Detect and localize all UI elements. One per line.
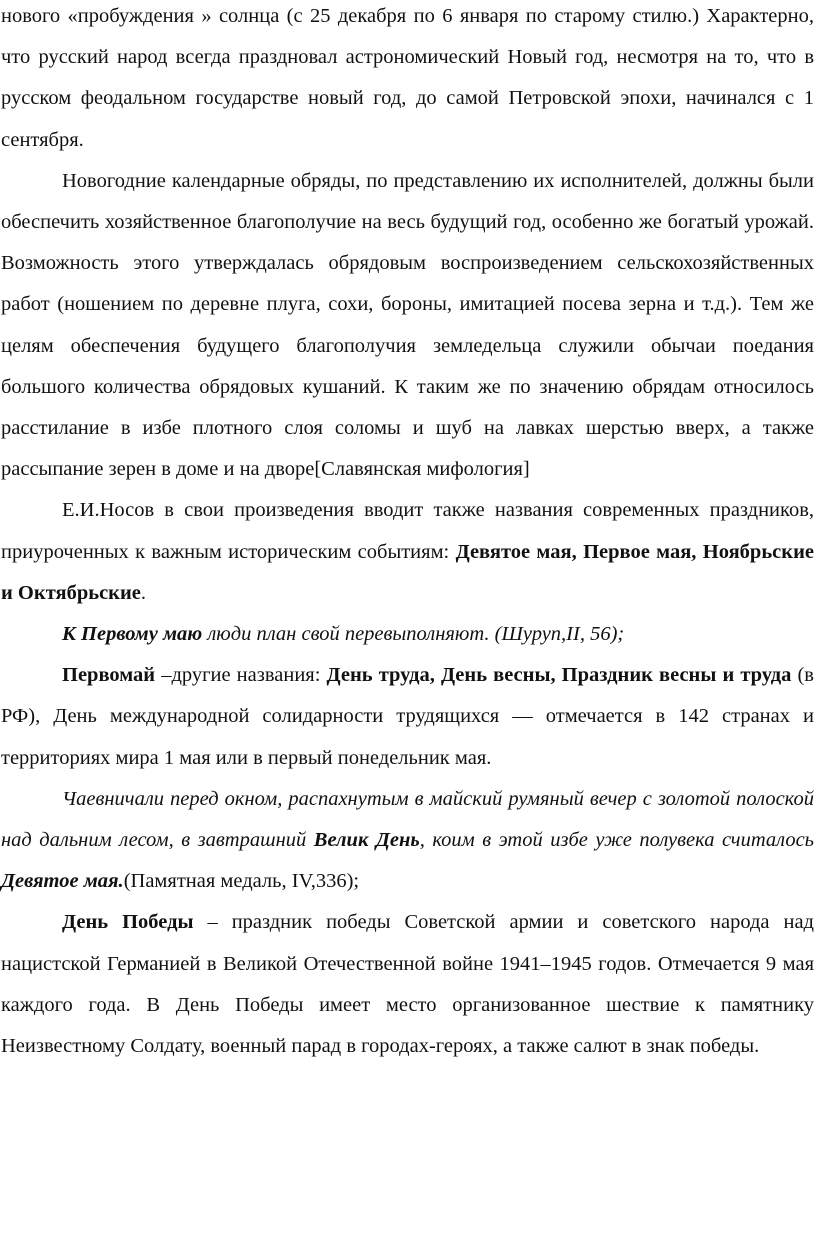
paragraph-6 [1,779,814,903]
text-span: – праздник победы Советской армии и советского народа над нацистской Германией в Великой Отечественной войне 1941–1945 годов. Отмечается 9 мая каждого года. В День Победы имеет место организованное шествие к памятнику Неизвестному Солдату, военный парад в городах-героях, а также салют в знак победы. [1,911,814,1058]
italic-text: люди план свой перевыполняют. (Шуруп,II, 56); [202,623,625,646]
italic-text: Чаевничали перед окном, распахнутым в майский румяный вечер с золотой полоской над дальним лесом, в завтрашний [1,787,814,852]
bold-text [1,870,124,892]
bold-text: День Победы [62,911,194,934]
bold-italic-text: Велик День [313,829,420,852]
paragraph-4 [1,614,814,655]
bold-italic-text: Девятое мая. [1,870,124,893]
bold-text: Первомай [62,664,156,687]
text-span: (в РФ), День международной солидарности трудящихся — отмечается в 142 странах и территориях мира 1 мая или в первый понедельник мая. [1,664,814,769]
paragraph-2 [1,161,814,491]
bold-text [62,623,202,645]
text-span: Е.И.Носов в свои произведения вводит также названия современных праздников, приуроченных к важным историческим событиям: [1,499,814,563]
bold-text: День труда, День весны, Праздник весны и труда [326,664,792,687]
italic-text: , коим в этой избе уже полувека считалось [419,829,814,852]
text-span: . [140,581,147,604]
text-span: нового «пробуждения » солнца (с 25 декабря по 6 января по старому стилю.) Характерно, что русский народ всегда праздновал астрономический Новый год, несмотря на то, что в русском феодальном государстве новый год, до самой Петровской эпохи, начинался с 1 сентября. [1,5,814,151]
text-span: (Памятная медаль, IV,336); [123,870,360,893]
bold-text: Девятое мая, Первое мая, Ноябрьские и Октябрьские [1,540,814,604]
bold-italic-text: К Первому маю [62,623,203,646]
paragraph-1 [1,0,814,161]
paragraph-7 [1,902,814,1067]
bold-text [314,829,420,851]
text-span: Новогодние календарные обряды, по представлению их исполнителей, должны были обеспечить хозяйственное благополучие на весь будущий год, особенно же богатый урожай. Возможность этого утверждалась обрядовым воспроизведением сельскохозяйственных работ (ношением по деревне плуга, сохи, бороны, имитацией посева зерна и т.д.). Тем же целям обеспечения будущего благополучия земледельца служили обычаи поедания большого количества обрядовых кушаний. К таким же по значению обрядам относилось расстилание в избе плотного слоя соломы и шуб на лавках шерстью вверх, а также рассыпание зерен в доме и на дворе[Славянская мифология] [1,169,814,481]
text-span: –другие названия: [155,664,327,687]
paragraph-5 [1,655,814,779]
paragraph-3 [1,490,814,614]
